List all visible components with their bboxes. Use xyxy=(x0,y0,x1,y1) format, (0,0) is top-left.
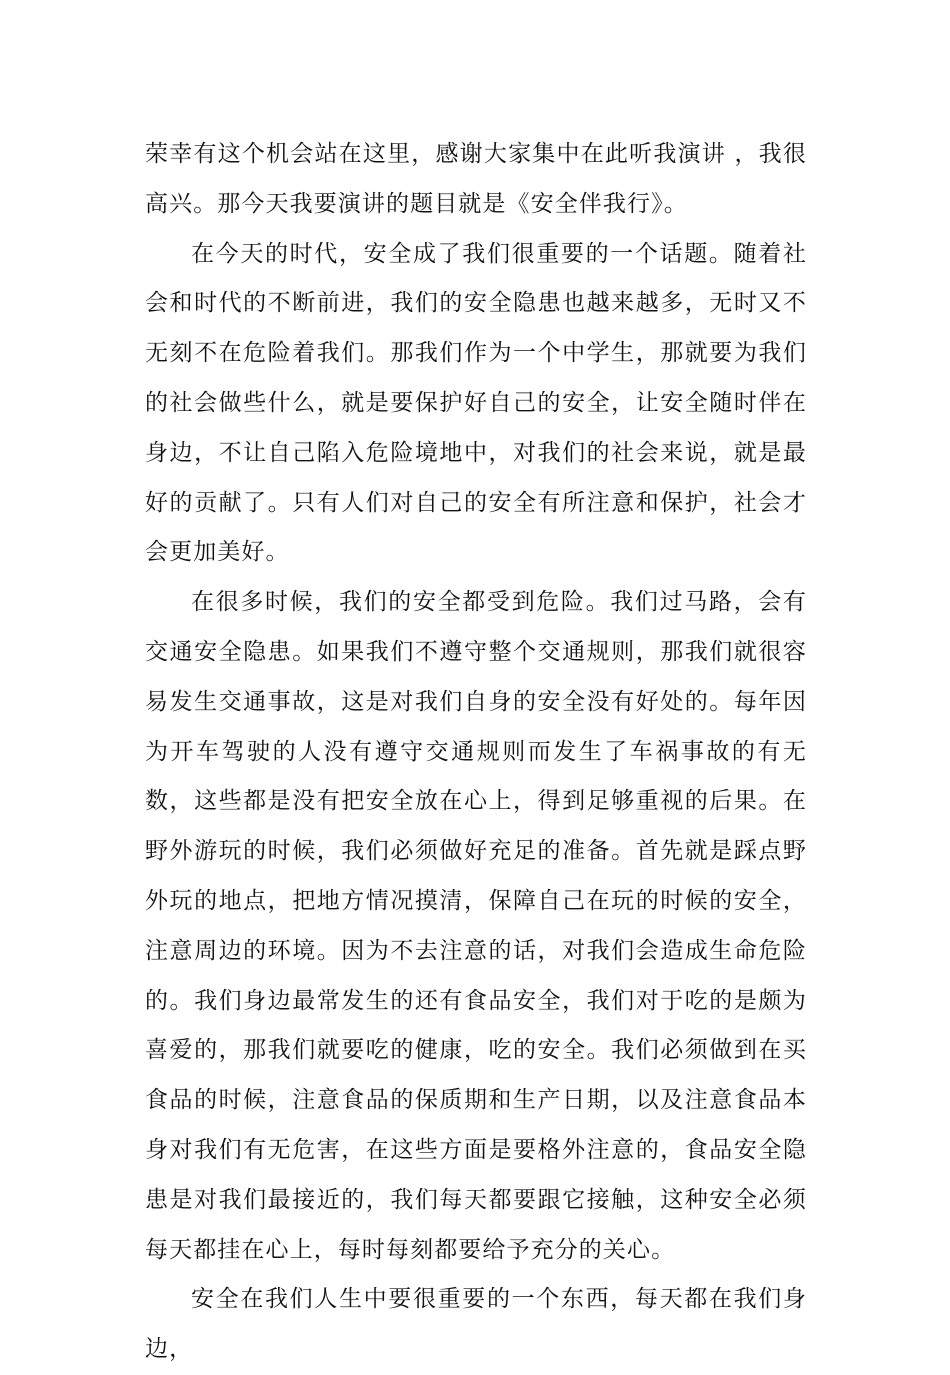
paragraph-1: 荣幸有这个机会站在这里，感谢大家集中在此听我演讲 ，我很高兴。那今天我要演讲的题目就是《安全伴我行》。 xyxy=(145,141,807,217)
paragraph-3: 在很多时候，我们的安全都受到危险。我们过马路，会有交通安全隐患。如果我们不遵守整个交通规则，那我们就很容易发生交通事故，这是对我们自身的安全没有好处的。每年因为开车驾驶的人没有遵守交通规则而发生了车祸事故的有无数，这些都是没有把安全放在心上，得到足够重视的后果。在野外游玩的时候，我们必须做好充足的准备。首先就是踩点野外玩的地点，把地方情况摸清，保障自己在玩的时候的安全，注意周边的环境。因为不去注意的话，对我们会造成生命危险的。我们身边最常发生的还有食品安全，我们对于吃的是颇为喜爱的，那我们就要吃的健康，吃的安全。我们必须做到在买食品的时候，注意食品的保质期和生产日期，以及注意食品本身对我们有无危害，在这些方面是要格外注意的，食品安全隐患是对我们最接近的，我们每天都要跟它接触，这种安全必须每天都挂在心上，每时每刻都要给予充分的关心。 xyxy=(145,589,807,1263)
paragraph-2: 在今天的时代，安全成了我们很重要的一个话题。随着社会和时代的不断前进，我们的安全隐患也越来越多，无时又不无刻不在危险着我们。那我们作为一个中学生，那就要为我们的社会做些什么，就是要保护好自己的安全，让安全随时伴在身边，不让自己陷入危险境地中，对我们的社会来说，就是最好的贡献了。只有人们对自己的安全有所注意和保护，社会才会更加美好。 xyxy=(145,240,807,566)
paragraph-4: 安全在我们人生中要很重要的一个东西，每天都在我们身边， xyxy=(145,1286,807,1363)
body-text xyxy=(145,130,807,1375)
